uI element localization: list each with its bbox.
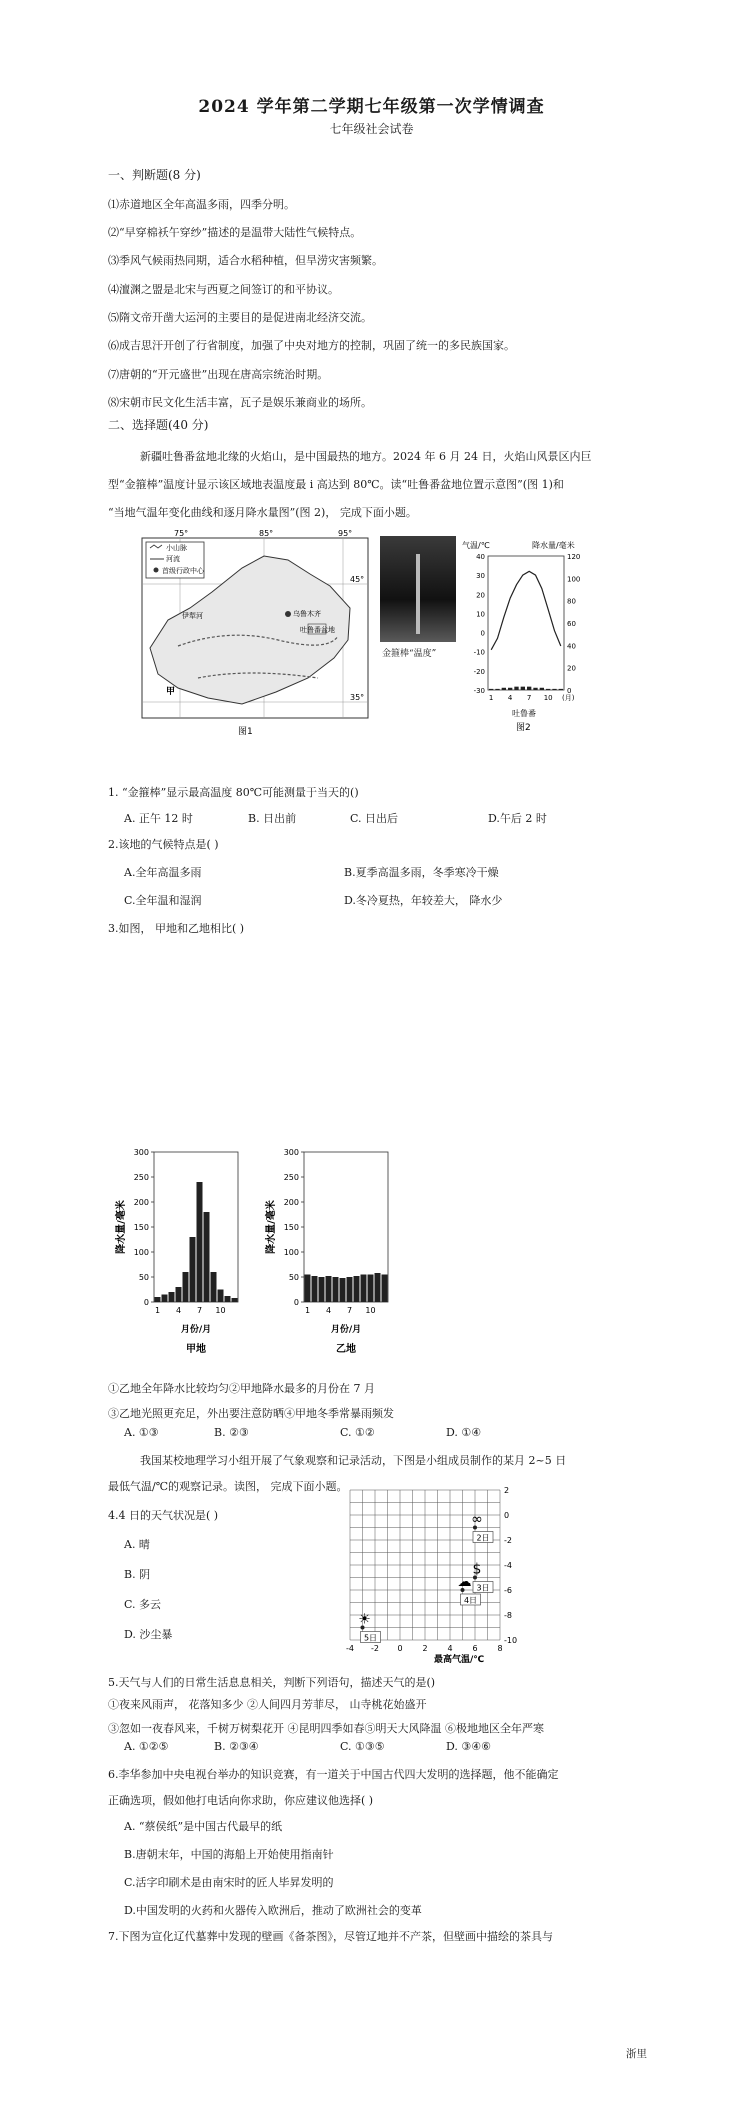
precip-bar xyxy=(354,1276,360,1302)
figure1-map xyxy=(138,528,372,748)
page-subtitle: 七年级社会试卷 xyxy=(329,122,414,136)
q3-option-d[interactable]: D. ①④ xyxy=(446,1426,482,1439)
figure2-climate-chart xyxy=(462,536,592,736)
page-title: 2024 学年第二学期七年级第一次学情调查 xyxy=(198,97,545,117)
q1-stem: 1. “金箍棒”显示最高温度 80℃可能测量于当天的() xyxy=(108,786,359,799)
precip-bar xyxy=(204,1212,210,1302)
photo-caption: 金箍棒“温度” xyxy=(382,649,437,659)
judge-item-7: ⑺唐朝的“开元盛世”出现在唐高宗统治时期。 xyxy=(108,368,329,381)
precip-bar xyxy=(375,1273,381,1302)
weather-day-label: 5日 xyxy=(363,1633,378,1643)
precip-bar xyxy=(326,1276,332,1302)
place-turpan: 吐鲁番盆地 xyxy=(300,626,335,634)
q2-option-a[interactable]: A.全年高温多雨 xyxy=(124,866,202,879)
judge-item-8: ⑻宋朝市民文化生活丰富，瓦子是娱乐兼商业的场所。 xyxy=(108,396,372,409)
weather-ytick: -2 xyxy=(504,1536,512,1545)
precip-bar xyxy=(347,1277,353,1302)
lon-label-75: 75° xyxy=(174,529,189,538)
weather-symbol: ☁ xyxy=(457,1574,472,1590)
place-jia: 甲 xyxy=(166,687,176,697)
place-urumqi: 乌鲁木齐 xyxy=(293,610,321,618)
weather-ytick: -8 xyxy=(504,1611,512,1620)
lon-label-85: 85° xyxy=(259,529,274,538)
weather-xtick: 0 xyxy=(397,1644,403,1653)
legend-mountain: 小山脉 xyxy=(166,544,187,552)
precip-bar xyxy=(368,1275,374,1303)
precip-ytick-label: 0 xyxy=(143,1298,149,1307)
fig2-xtick: 1 xyxy=(488,694,494,702)
precip-ylabel: 降水量/毫米 xyxy=(266,1200,277,1254)
precip-xlabel: 月份/月 xyxy=(330,1325,362,1335)
judge-item-3: ⑶季风气候雨热同期，适合水稻种植，但旱涝灾害频繁。 xyxy=(108,254,383,267)
section2-heading: 二、选择题(40 分) xyxy=(108,418,209,432)
precip-ytick-label: 50 xyxy=(288,1273,299,1282)
weather-symbol: $ xyxy=(472,1561,482,1578)
q1-option-d[interactable]: D.午后 2 时 xyxy=(488,812,547,825)
judge-item-2: ⑵“早穿棉袄午穿纱”描述的是温带大陆性气候特点。 xyxy=(108,226,362,239)
precip-bar xyxy=(232,1298,238,1302)
fig2-xtick: 7 xyxy=(526,694,532,702)
q4-option-b[interactable]: B. 阴 xyxy=(124,1568,151,1581)
precip-ytick-label: 100 xyxy=(133,1248,149,1257)
fig2-left-tick: -20 xyxy=(473,667,485,676)
q5-statement-1: ①夜来风雨声， 花落知多少 ②人间四月芳菲尽， 山寺桃花始盛开 xyxy=(108,1698,427,1711)
q1-option-a[interactable]: A. 正午 12 时 xyxy=(124,812,193,825)
precip-xtick-label: 4 xyxy=(325,1306,332,1315)
precip-bar xyxy=(176,1287,182,1302)
q5-option-d[interactable]: D. ③④⑥ xyxy=(446,1740,492,1753)
q3-precip-charts xyxy=(110,1140,420,1360)
fig2-precip-bar xyxy=(559,689,563,690)
figure1-caption: 图1 xyxy=(238,727,253,737)
precip-plot-frame xyxy=(154,1152,238,1302)
precip-ytick-label: 150 xyxy=(133,1223,149,1232)
weather-ytick: 0 xyxy=(504,1511,510,1520)
fig2-right-tick: 60 xyxy=(567,620,576,628)
precip-ytick-label: 250 xyxy=(283,1173,299,1182)
precip-bar xyxy=(155,1297,161,1302)
q2-option-c[interactable]: C.全年温和湿润 xyxy=(124,894,202,907)
lon-label-95: 95° xyxy=(338,529,353,538)
fig2-left-tick: 20 xyxy=(476,591,485,600)
precip-bar xyxy=(382,1275,388,1303)
weather-ytick: -4 xyxy=(504,1561,512,1570)
weather-record-chart xyxy=(330,1482,540,1668)
weather-xtick: -4 xyxy=(346,1644,354,1653)
fig2-right-tick: 80 xyxy=(567,597,576,606)
fig2-precip-bar xyxy=(540,688,544,690)
precip-ylabel: 降水量/毫米 xyxy=(116,1200,127,1254)
legend-river: 河流 xyxy=(166,555,180,563)
precip-bar xyxy=(197,1182,203,1302)
intro-line-1: 新疆吐鲁番盆地北缘的火焰山，是中国最热的地方。2024 年 6 月 24 日，火焰山风景区内巨 xyxy=(140,450,592,463)
precip-xtick-label: 7 xyxy=(196,1306,203,1315)
precip-xtick-label: 4 xyxy=(175,1306,182,1315)
fig2-right-tick: 20 xyxy=(567,664,576,673)
q2-option-d[interactable]: D.冬冷夏热，年较差大， 降水少 xyxy=(344,894,503,907)
precip-xtick-label: 7 xyxy=(346,1306,353,1315)
intro-line-2: 型“金箍棒”温度计显示该区域地表温度最 i 高达到 80℃。读“吐鲁番盆地位置示意图”(图 1)和 xyxy=(108,478,564,491)
q3-option-c[interactable]: C. ①② xyxy=(340,1426,375,1439)
q4-option-a[interactable]: A. 晴 xyxy=(124,1538,150,1551)
weather-xtick: 4 xyxy=(447,1644,453,1653)
fig2-left-tick: -30 xyxy=(473,687,485,695)
q5-option-a[interactable]: A. ①②⑤ xyxy=(124,1740,169,1753)
precip-bar xyxy=(319,1277,325,1302)
q3-stem: 3.如图， 甲地和乙地相比( ) xyxy=(108,922,245,935)
q7-stem: 7.下图为宣化辽代墓葬中发现的壁画《备茶图》，尽管辽地并不产茶，但壁画中描绘的茶具与 xyxy=(108,1930,553,1943)
fig2-xtick: 10 xyxy=(543,694,553,702)
fig2-precip-bar xyxy=(552,689,556,690)
fig2-left-tick: 40 xyxy=(476,553,485,561)
precip-bar xyxy=(190,1237,196,1302)
fig2-precip-bar xyxy=(521,687,525,690)
q3-statement-2: ③乙地光照更充足，外出要注意防晒④甲地冬季常暴雨频发 xyxy=(108,1407,394,1420)
precip-xtick-label: 10 xyxy=(365,1306,376,1315)
q6-stem-2: 正确选项，假如他打电话向你求助，你应建议他选择( ) xyxy=(108,1794,374,1807)
precip-ytick-label: 200 xyxy=(283,1198,299,1207)
fig2-right-tick: 0 xyxy=(567,687,572,695)
q1-option-c[interactable]: C. 日出后 xyxy=(350,812,399,825)
precip-ytick-label: 0 xyxy=(293,1298,299,1307)
fig2-precip-unit: 降水量/毫米 xyxy=(532,541,575,550)
precip-bar xyxy=(169,1292,175,1302)
fig2-left-tick: -10 xyxy=(473,648,485,657)
judge-item-1: ⑴赤道地区全年高温多雨，四季分明。 xyxy=(108,198,295,211)
weather-symbol: ∞ xyxy=(471,1511,483,1528)
fig2-right-tick: 120 xyxy=(567,553,581,561)
q4-option-d[interactable]: D. 沙尘暴 xyxy=(124,1628,173,1641)
weather-intro-1: 我国某校地理学习小组开展了气象观察和记录活动，下图是小组成员制作的某月 2~5 日 xyxy=(140,1454,567,1467)
weather-xtick: 6 xyxy=(472,1644,478,1653)
fig2-xunit: (月) xyxy=(562,694,575,702)
fig2-right-tick: 100 xyxy=(567,575,581,584)
precip-ytick-label: 300 xyxy=(133,1148,149,1157)
q5-stem: 5.天气与人们的日常生活息息相关，判断下列语句，描述天气的是() xyxy=(108,1676,436,1689)
q3-statement-1: ①乙地全年降水比较均匀②甲地降水最多的月份在 7 月 xyxy=(108,1382,375,1395)
precip-ytick-label: 200 xyxy=(133,1198,149,1207)
fig2-precip-bar xyxy=(533,688,537,690)
fig2-right-tick: 40 xyxy=(567,642,576,651)
judge-item-6: ⑹成吉思汗开创了行省制度，加强了中央对地方的控制，巩固了统一的多民族国家。 xyxy=(108,339,515,352)
weather-ytick: -10 xyxy=(504,1636,518,1645)
precip-place: 乙地 xyxy=(336,1344,356,1355)
q2-stem: 2.该地的气候特点是( ) xyxy=(108,838,219,851)
place-yili: 伊犁河 xyxy=(182,612,203,620)
q4-option-c[interactable]: C. 多云 xyxy=(124,1598,162,1611)
fig2-precip-bar xyxy=(546,689,550,690)
precip-bar xyxy=(162,1295,168,1303)
fig2-left-tick: 0 xyxy=(480,629,485,638)
fig2-xtick: 4 xyxy=(507,694,513,702)
q6-option-b[interactable]: B.唐朝末年，中国的海船上开始使用指南针 xyxy=(124,1848,334,1861)
q6-option-a[interactable]: A. “蔡侯纸”是中国古代最早的纸 xyxy=(124,1820,283,1833)
weather-intro-2: 最低气温/℃的观察记录。读图， 完成下面小题。 xyxy=(108,1480,348,1493)
fig2-station: 吐鲁番 xyxy=(512,709,536,718)
fig2-temp-unit: 气温/℃ xyxy=(462,541,490,550)
precip-ytick-label: 150 xyxy=(283,1223,299,1232)
precip-ytick-label: 300 xyxy=(283,1148,299,1157)
precip-ytick-label: 100 xyxy=(283,1248,299,1257)
fig2-precip-bar xyxy=(489,689,493,690)
precip-ytick-label: 250 xyxy=(133,1173,149,1182)
intro-line-3: “当地气温年变化曲线和逐月降水量图”(图 2)， 完成下面小题。 xyxy=(108,506,417,519)
fig2-left-tick: 10 xyxy=(476,610,485,619)
q2-option-b[interactable]: B.夏季高温多雨，冬季寒冷干燥 xyxy=(344,866,499,879)
precip-bar xyxy=(225,1296,231,1302)
precip-xlabel: 月份/月 xyxy=(180,1325,212,1335)
fig2-precip-bar xyxy=(495,689,499,690)
precip-xtick-label: 1 xyxy=(304,1306,311,1315)
legend-capital: 首级行政中心 xyxy=(162,567,204,575)
precip-bar xyxy=(305,1275,311,1303)
q6-stem-1: 6.李华参加中央电视台举办的知识竞赛，有一道关于中国古代四大发明的选择题，他不能确定 xyxy=(108,1768,559,1781)
weather-xtick: 2 xyxy=(422,1644,428,1653)
q4-stem: 4.4 日的天气状况是( ) xyxy=(108,1509,219,1522)
weather-xlabel: 最高气温/℃ xyxy=(434,1655,485,1665)
q5-option-c[interactable]: C. ①③⑤ xyxy=(340,1740,385,1753)
precip-bar xyxy=(183,1272,189,1302)
weather-symbol: ☀ xyxy=(358,1611,371,1628)
weather-xtick: 8 xyxy=(497,1644,503,1653)
weather-day-label: 2日 xyxy=(476,1533,490,1543)
q5-option-b[interactable]: B. ②③④ xyxy=(214,1740,259,1753)
photo-image xyxy=(380,536,456,642)
footer-mark: 浙里 xyxy=(626,2048,647,2060)
precip-bar xyxy=(218,1290,224,1303)
q1-option-b[interactable]: B. 日出前 xyxy=(248,812,297,825)
figure2-caption: 图2 xyxy=(516,723,531,733)
precip-place: 甲地 xyxy=(186,1344,206,1355)
q6-option-d[interactable]: D.中国发明的火药和火器传入欧洲后，推动了欧洲社会的变革 xyxy=(124,1904,422,1917)
precip-ytick-label: 50 xyxy=(138,1273,149,1282)
judge-item-4: ⑷澶渊之盟是北宋与西夏之间签订的和平协议。 xyxy=(108,283,339,296)
precip-bar xyxy=(361,1275,367,1303)
weather-ytick: 2 xyxy=(504,1486,510,1495)
weather-day-label: 3日 xyxy=(476,1583,490,1593)
precip-bar xyxy=(312,1276,318,1302)
fig2-temperature-curve xyxy=(491,571,561,650)
precip-xtick-label: 10 xyxy=(215,1306,226,1315)
fig2-left-tick: 30 xyxy=(476,572,485,581)
fig2-precip-bar xyxy=(527,687,531,690)
precip-bar xyxy=(333,1277,339,1302)
q6-option-c[interactable]: C.活字印刷术是由南宋时的匠人毕昇发明的 xyxy=(124,1876,334,1889)
judge-item-5: ⑸隋文帝开凿大运河的主要目的是促进南北经济交流。 xyxy=(108,311,372,324)
precip-bar xyxy=(340,1278,346,1302)
thermometer-photo xyxy=(380,536,456,668)
lat-label-45: 45° xyxy=(350,575,365,584)
section1-heading: 一、判断题(8 分) xyxy=(108,168,201,182)
fig2-precip-bar xyxy=(514,687,518,690)
fig2-precip-bar xyxy=(502,688,506,690)
q5-statement-2: ③忽如一夜春风来，千树万树梨花开 ④昆明四季如春⑤明天大风降温 ⑥极地地区全年严寒 xyxy=(108,1722,544,1735)
precip-bar xyxy=(211,1272,217,1302)
precip-xtick-label: 1 xyxy=(154,1306,161,1315)
weather-ytick: -6 xyxy=(504,1586,512,1595)
weather-day-label: 4日 xyxy=(463,1596,478,1605)
fig2-precip-bar xyxy=(508,688,512,690)
lat-label-35: 35° xyxy=(350,693,365,702)
q3-option-b[interactable]: B. ②③ xyxy=(214,1426,249,1439)
q3-option-a[interactable]: A. ①③ xyxy=(124,1426,159,1439)
weather-xtick: -2 xyxy=(371,1644,379,1653)
